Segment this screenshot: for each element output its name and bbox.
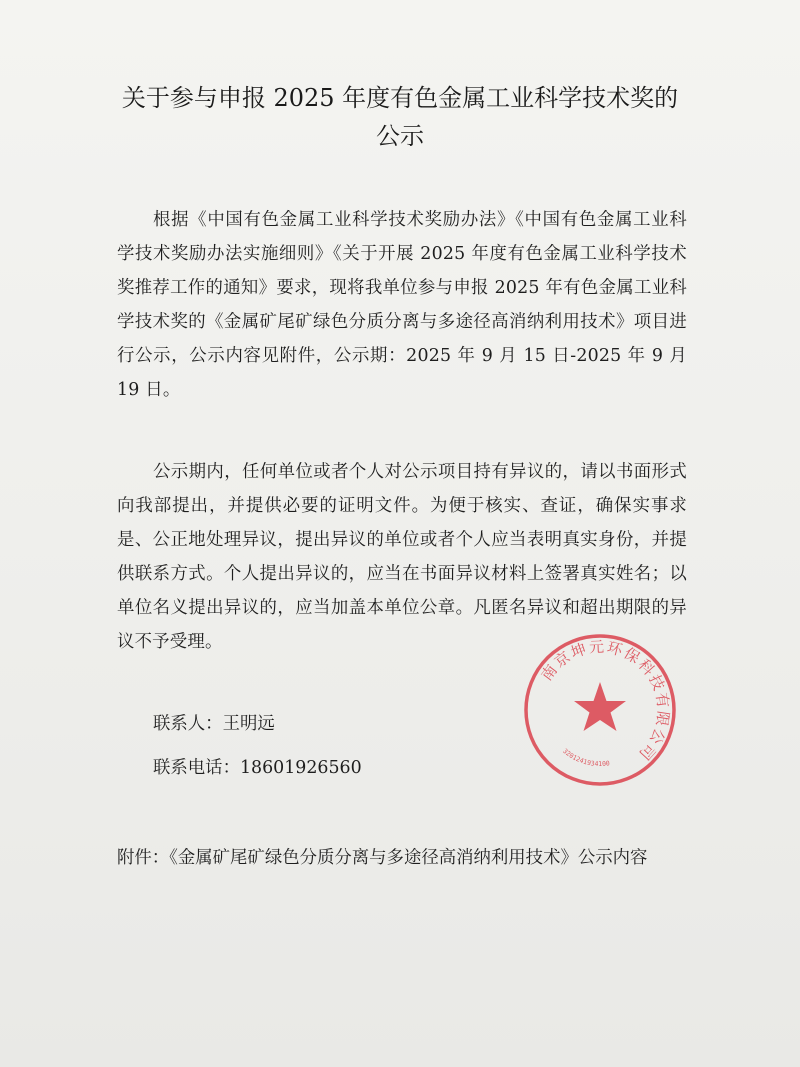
attachment-note: 附件：《金属矿尾矿绿色分质分离与多途径高消纳利用技术》公示内容	[117, 848, 648, 868]
document-title-line1: 关于参与申报 2025 年度有色金属工业科学技术奖的	[121, 84, 679, 112]
company-seal	[520, 630, 680, 790]
contact-person: 联系人：王明远	[153, 714, 275, 734]
paragraph-objection: 公示期内，任何单位或者个人对公示项目持有异议的，请以书面形式向我部提出，并提供必要的证明文件。为便于核实、查证，确保实事求是、公正地处理异议，提出异议的单位或者个人应当表明真实身份，并提供联系方式。个人提出异议的，应当在书面异议材料上签署真实姓名；以单位名义提出异议的，应当加盖本单位公章。凡匿名异议和超出期限的异议不予受理。	[117, 462, 687, 652]
seal-ring-text: 南京坤元环保科技有限公司	[537, 637, 673, 765]
seal-code: 3201241934100	[561, 747, 611, 769]
contact-phone: 联系电话：18601926560	[153, 758, 362, 778]
seal-star-icon	[574, 682, 626, 731]
paragraph-basis: 根据《中国有色金属工业科学技术奖励办法》《中国有色金属工业科学技术奖励办法实施细则》《关于开展 2025 年度有色金属工业科学技术奖推荐工作的通知》要求，现将我单位参与申报 2025 年有色金属工业科学技术奖的《金属矿尾矿绿色分质分离与多途径高消纳利用技术》项目进行公示，公示内容见附件，公示期：2025 年 9 月 15 日-2025 年 9 月 19 日。	[117, 210, 687, 400]
document-title-line2: 公示	[376, 122, 424, 150]
